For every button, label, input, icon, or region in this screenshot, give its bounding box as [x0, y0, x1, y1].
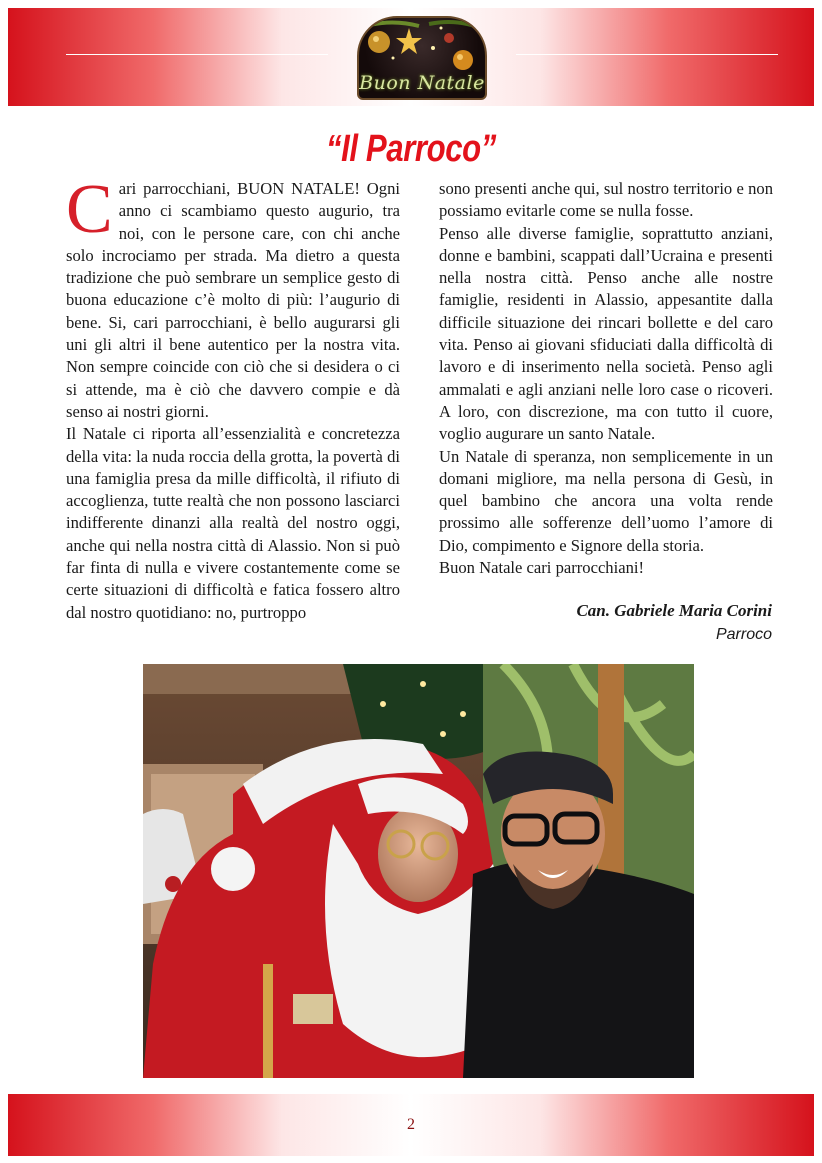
- page-number: 2: [407, 1116, 415, 1133]
- paragraph: Un Natale di speranza, non semplicemente in un domani migliore, ma nella persona di Gesù, in quel bambino che ancora una volta rende prossimo alle sofferenze dell’uomo l’amore di Dio, compimento e Signore della storia.: [439, 446, 773, 555]
- paragraph: Buon Natale cari parrocchiani!: [439, 558, 645, 578]
- paragraph-text: ari parrocchiani, BUON NATALE! Ogni anno ci scambiamo questo augurio, tra noi, con le persone care, con chi anche solo incrociamo per strada. Ma dietro a questa tradizione che può sembrare un semplice gesto di buona educazione c’è molto di più: l’augurio di bene. Si, cari parrocchiani, è bello augurarsi gli uni gli altri il bene autentico per la nostra vita. Non sempre coincide con ciò che si desidera o ci si attende, ma è ciò che davvero compie e dà senso ai nostri giorni.: [66, 179, 400, 421]
- paragraph: [66, 171, 400, 423]
- article-column-right: [439, 178, 773, 579]
- page-title: “Il Parroco”: [326, 128, 496, 170]
- buon-natale-badge: [357, 16, 487, 100]
- paragraph: sono presenti anche qui, sul nostro territorio e non possiamo evitarle come se nulla fosse.: [439, 179, 773, 221]
- buon-natale-text: Buon Natale: [359, 72, 485, 94]
- signature-role: Parroco: [715, 626, 772, 643]
- article-column-left: [66, 171, 400, 624]
- paragraph: Penso alle diverse famiglie, soprattutto anziani, donne e bambini, scappati dall’Ucraina e presenti nella nostra città. Penso anche alle nostre famiglie, residenti in Alassio, appesantite dalla difficile situazione dei rincari bollette e del caro vita. Penso ai giovani sfiduciati dalla difficoltà di lavoro e di inserimento nella società. Penso agli ammalati e agli anziani nelle loro case o ricoveri. A loro, con discrezione, ma con tutto il cuore, voglio augurare un santo Natale.: [439, 223, 773, 444]
- header-rule-left: [66, 54, 328, 55]
- santa-and-priest-photo: [143, 664, 694, 1078]
- photo-illustration: [143, 664, 694, 1078]
- signature-name: Can. Gabriele Maria Corini: [576, 601, 772, 620]
- paragraph: Il Natale ci riporta all’essenzialità e concretezza della vita: la nuda roccia della grotta, la povertà di una famiglia presa da mille difficoltà, il rifiuto di accoglienza, tutte realtà che non possono lasciarci indifferente dinanzi alla realtà del nostro oggi, anche qui nella nostra città di Alassio. Non si può far finta di nulla e vivere costantemente come se certe situazioni di difficoltà e fatica fossero altro dal nostro quotidiano: no, purtroppo: [66, 424, 400, 622]
- signature: [576, 599, 772, 647]
- header-rule-right: [516, 54, 778, 55]
- drop-cap: C: [66, 171, 113, 248]
